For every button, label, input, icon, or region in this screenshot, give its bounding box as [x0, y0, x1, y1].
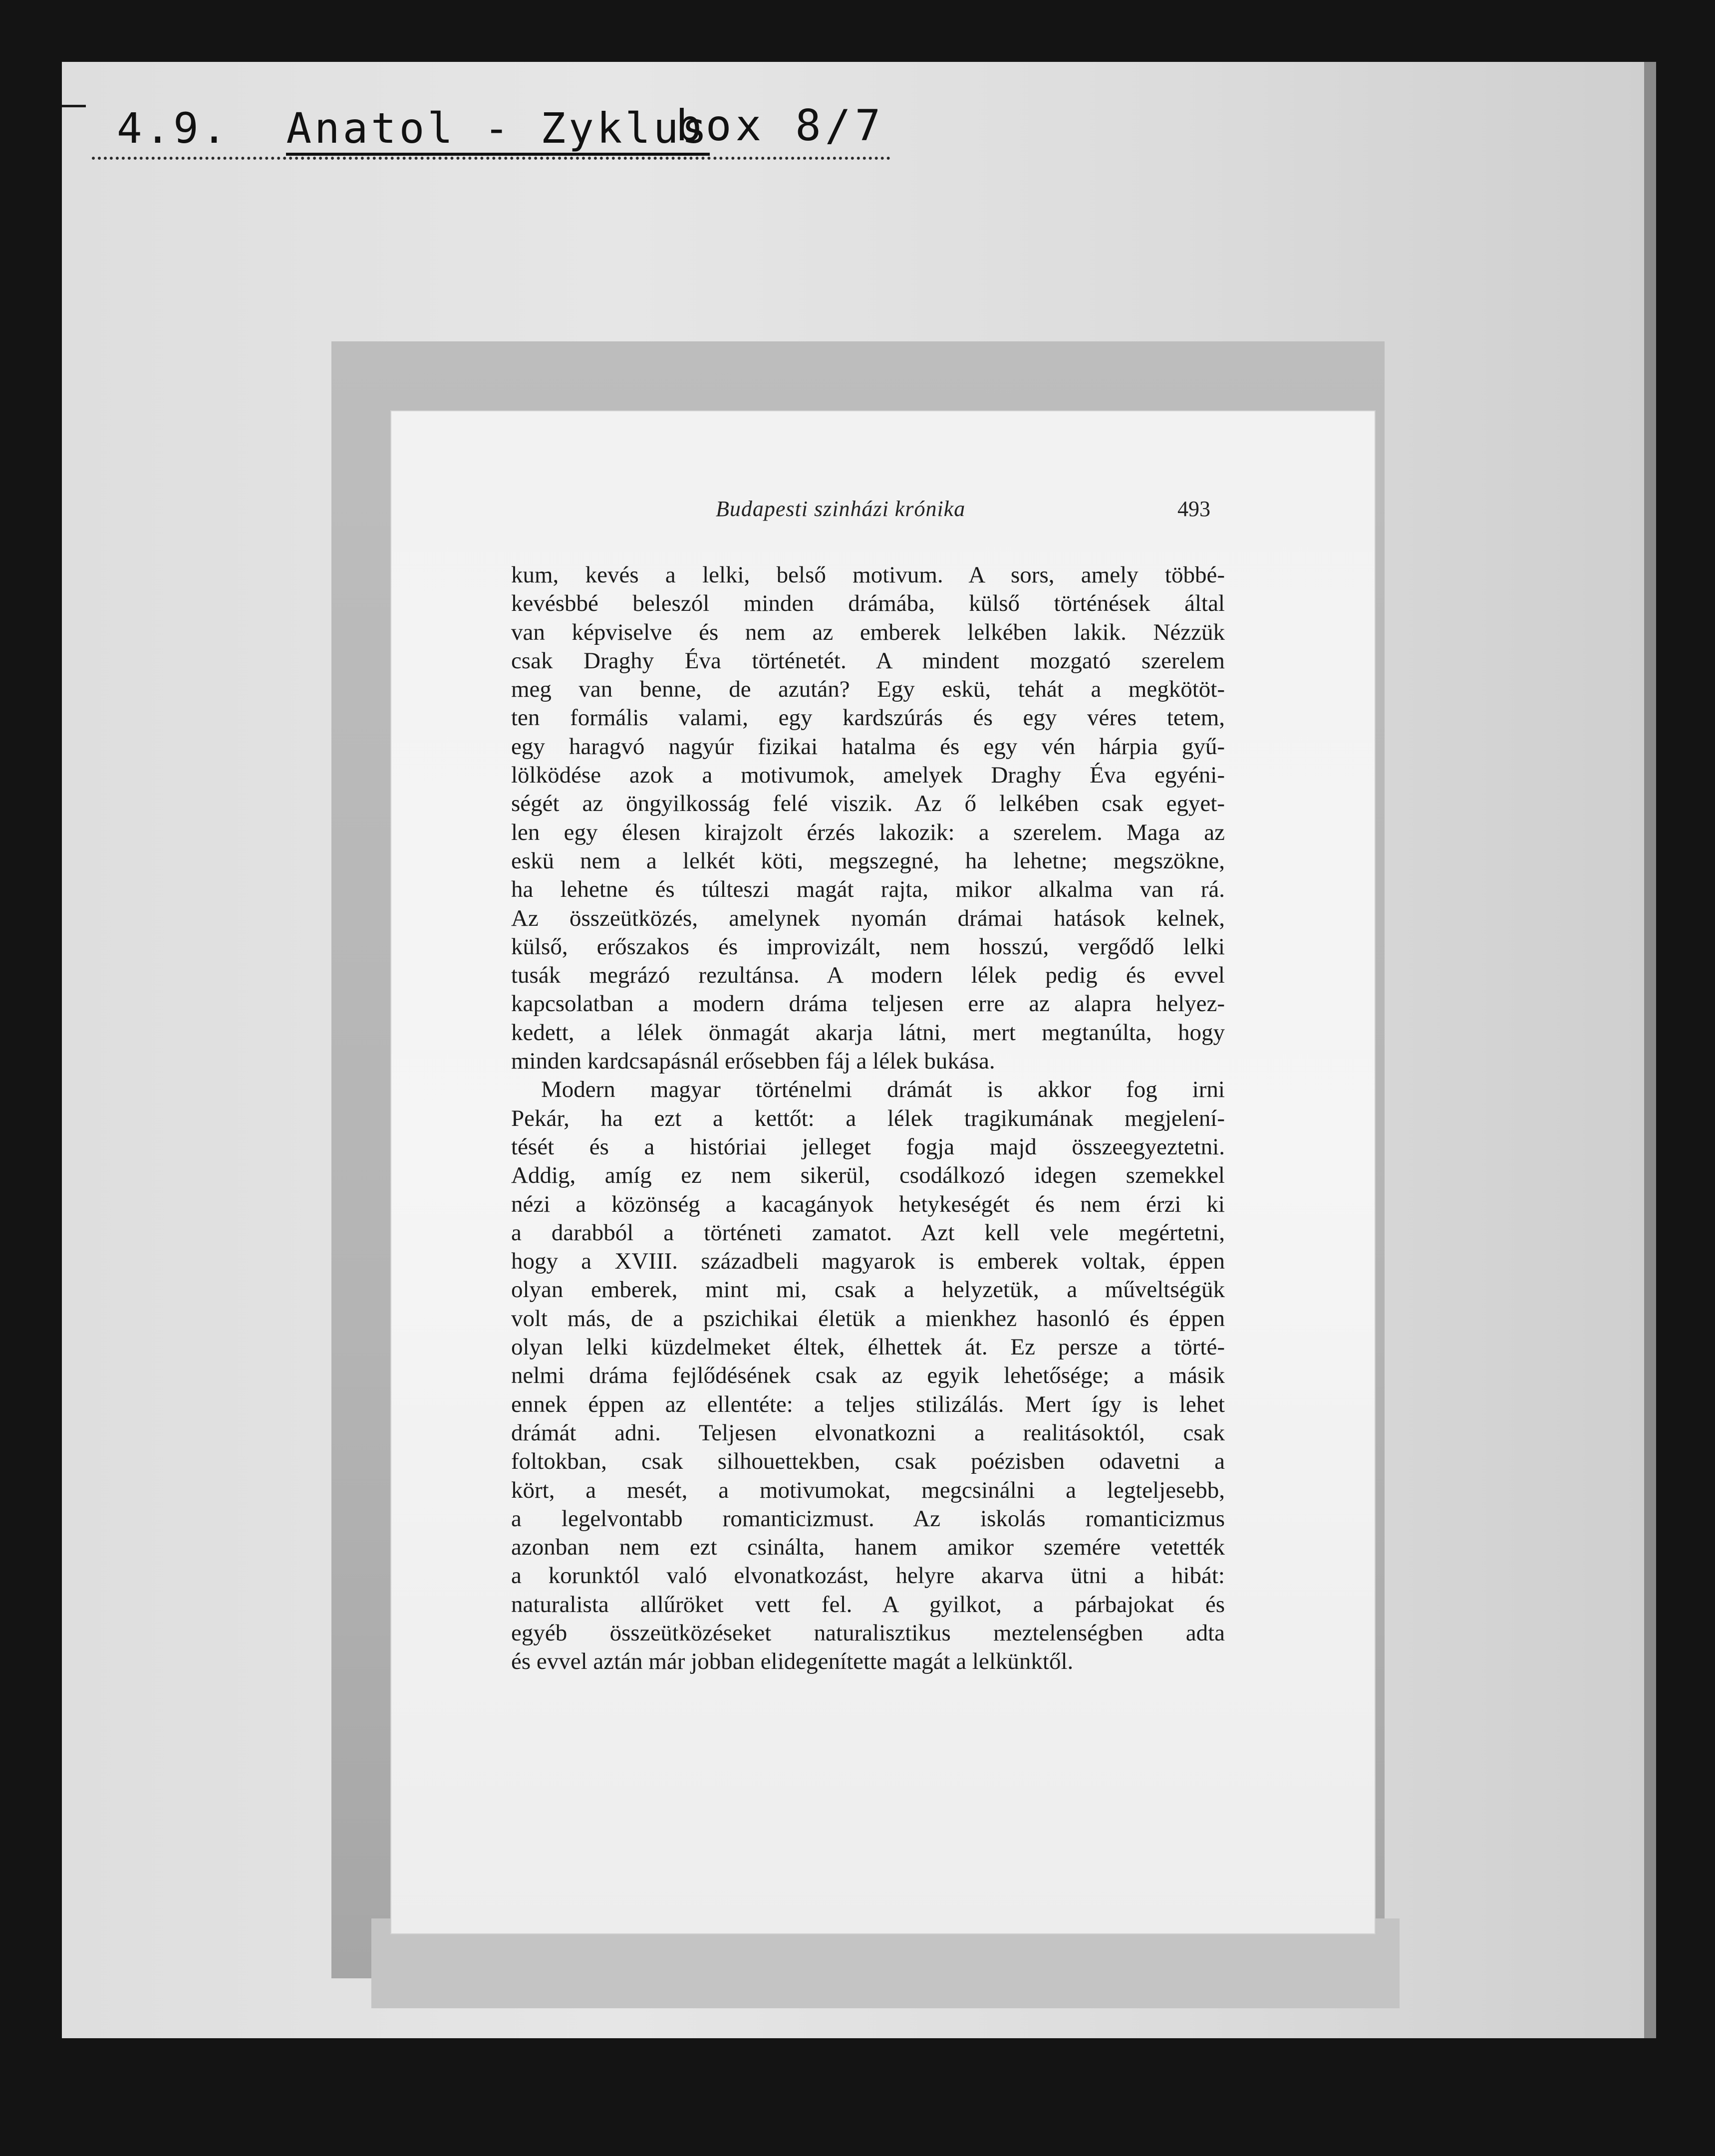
running-title: Budapesti szinházi krónika — [716, 497, 966, 521]
text-line: a legelvontabb romanticizmust. Az iskolás romanticizmus — [511, 1505, 1225, 1532]
running-head — [391, 496, 1375, 526]
text-line: Addig, amíg ez nem sikerül, csodálkozó idegen szemekkel — [511, 1162, 1225, 1189]
text-line: egyéb összeütközéseket naturalisztikus meztelenségben adta — [511, 1619, 1225, 1646]
box-reference: box 8/7 — [676, 101, 885, 151]
text-line: volt más, de a pszichikai életük a mienkhez hasonló és éppen — [511, 1305, 1225, 1332]
text-line: és evvel aztán már jobban elidegenítette magát a lelkünktől. — [511, 1648, 1074, 1675]
text-line: kedett, a lélek önmagát akarja látni, mert megtanúlta, hogy — [511, 1019, 1225, 1046]
text-line: minden kardcsapásnál erősebben fáj a lélek bukása. — [511, 1048, 995, 1075]
label-number: 4.9. — [117, 104, 230, 153]
text-line: tusák megrázó rezultánsa. A modern lélek pedig és evvel — [511, 962, 1225, 989]
text-line: nelmi dráma fejlődésének csak az egyik lehetősége; a másik — [511, 1362, 1225, 1389]
page-number: 493 — [1177, 497, 1210, 521]
text-line: naturalista allűröket vett fel. A gyilkot, a párbajokat és — [511, 1591, 1225, 1617]
text-line: olyan emberek, mint mi, csak a helyzetük, a műveltségük — [511, 1277, 1225, 1303]
text-line: tését és a históriai jelleget fogja majd összeegyeztetni. — [511, 1133, 1225, 1160]
text-line: csak Draghy Éva történetét. A mindent mozgató szerelem — [511, 647, 1225, 674]
text-line: olyan lelki küzdelmeket éltek, élhettek át. Ez persze a törté- — [511, 1334, 1225, 1360]
text-line: kum, kevés a lelki, belső motivum. A sors, amely többé- — [511, 562, 1225, 588]
text-line: azonban nem ezt csinálta, hanem amikor szemére vetették — [511, 1534, 1225, 1561]
archive-label — [117, 104, 710, 153]
text-line: ennek éppen az ellentéte: a teljes stilizálás. Mert így is lehet — [511, 1391, 1225, 1417]
text-line: ha lehetne és túlteszi magát rajta, mikor alkalma van rá. — [511, 876, 1225, 903]
text-line: drámát adni. Teljesen elvonatkozni a realitásoktól, csak — [511, 1419, 1225, 1446]
text-line: foltokban, csak silhouettekben, csak poézisben odavetni a — [511, 1448, 1225, 1475]
text-line: a korunktól való elvonatkozást, helyre akarva ütni a hibát: — [511, 1563, 1225, 1589]
text-line: egy haragvó nagyúr fizikai hatalma és egy vén hárpia gyű- — [511, 733, 1225, 760]
text-line: kevésbbé beleszól minden drámába, külső történések által — [511, 590, 1225, 617]
label-tick-mark — [62, 105, 86, 107]
text-line: Pekár, ha ezt a kettőt: a lélek tragikumának megjelení- — [511, 1105, 1225, 1131]
text-line: kört, a mesét, a motivumokat, megcsinálni a legteljesebb, — [511, 1477, 1225, 1503]
text-line: len egy élesen kirajzolt érzés lakozik: a szerelem. Maga az — [511, 819, 1225, 845]
label-dotted-rule — [92, 157, 890, 160]
text-line: Modern magyar történelmi drámát is akkor fog irni — [541, 1077, 1225, 1103]
clipped-page — [391, 411, 1375, 1933]
text-line: Az összeütközés, amelynek nyomán drámai hatások kelnek, — [511, 905, 1225, 931]
text-line: a darabból a történeti zamatot. Azt kell vele megértetni, — [511, 1219, 1225, 1246]
text-line: nézi a közönség a kacagányok hetykeségét és nem érzi ki — [511, 1191, 1225, 1217]
label-title: Anatol - Zyklus — [286, 104, 710, 156]
archive-card — [62, 62, 1656, 2038]
text-line: ségét az öngyilkosság felé viszik. Az ő lelkében csak egyet- — [511, 791, 1225, 817]
text-line: van képviselve és nem az emberek lelkében lakik. Nézzük — [511, 619, 1225, 645]
article-text — [511, 561, 1225, 1676]
text-line: meg van benne, de azután? Egy eskü, tehát a megkötöt- — [511, 676, 1225, 703]
text-line: lölködése azok a motivumok, amelyek Draghy Éva egyéni- — [511, 762, 1225, 789]
text-line: eskü nem a lelkét köti, megszegné, ha lehetne; megszökne, — [511, 847, 1225, 874]
text-line: ten formális valami, egy kardszúrás és egy véres tetem, — [511, 705, 1225, 731]
text-line: kapcsolatban a modern dráma teljesen erre az alapra helyez- — [511, 991, 1225, 1017]
text-line: hogy a XVIII. századbeli magyarok is emberek voltak, éppen — [511, 1248, 1225, 1275]
text-line: külső, erőszakos és improvizált, nem hosszú, vergődő lelki — [511, 933, 1225, 960]
